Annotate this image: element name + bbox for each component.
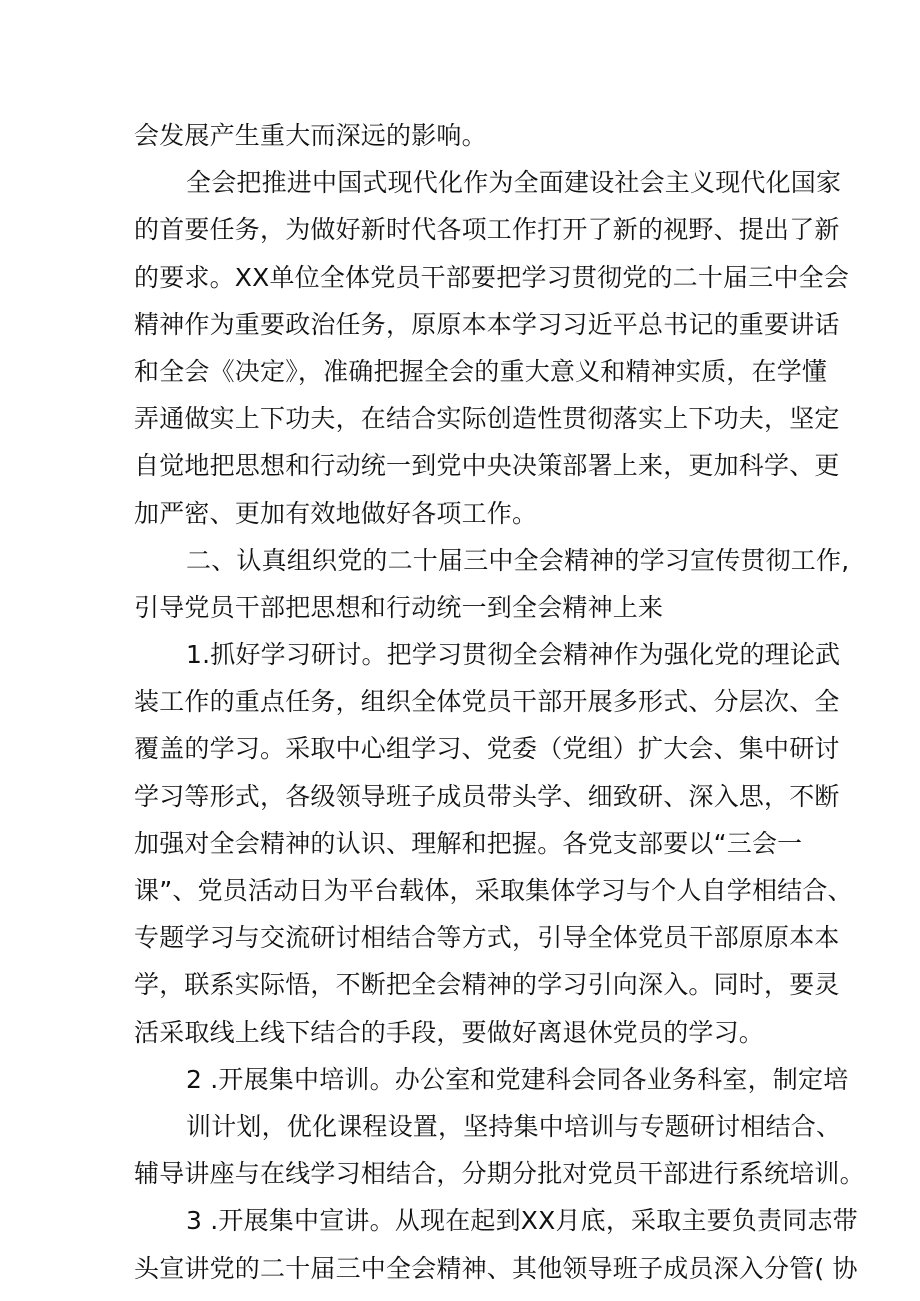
paragraph-line: 弄通做实上下功夫，在结合实际创造性贯彻落实上下功夫，坚定 <box>134 404 840 434</box>
paragraph-line: 加严密、更加有效地做好各项工作。 <box>134 498 538 528</box>
section-heading: 引导党员干部把思想和行动统一到全会精神上来 <box>134 592 664 622</box>
paragraph-line: 装工作的重点任务，组织全体党员干部开展多形式、分层次、全 <box>134 687 840 717</box>
paragraph-line: 会发展产生重大而深远的影响。 <box>134 121 487 150</box>
paragraph-line: 训计划，优化课程设置，坚持集中培训与专题研讨相结合、 <box>186 1111 842 1141</box>
paragraph-line: 头宣讲党的二十届三中全会精神、其他领导班子成员深入分管( 协 <box>134 1253 858 1283</box>
paragraph-line: 1.抓好学习研讨。把学习贯彻全会精神作为强化党的理论武 <box>186 640 841 670</box>
paragraph-line: 3 .开展集中宣讲。从现在起到XX月底，采取主要负责同志带 <box>186 1206 858 1236</box>
paragraph-line: 精神作为重要政治任务，原原本本学习习近平总书记的重要讲话 <box>134 309 840 339</box>
section-heading: 二、认真组织党的二十届三中全会精神的学习宣传贯彻工作, <box>186 545 850 575</box>
paragraph-line: 全会把推进中国式现代化作为全面建设社会主义现代化国家 <box>186 168 842 198</box>
paragraph-line: 2 .开展集中培训。办公室和党建科会同各业务科室，制定培 <box>186 1064 849 1094</box>
paragraph-line: 学习等形式，各级领导班子成员带头学、细致研、深入思，不断 <box>134 781 840 811</box>
paragraph-line: 学，联系实际悟，不断把全会精神的学习引向深入。同时，要灵 <box>134 970 840 1000</box>
paragraph-line: 的要求。XX单位全体党员干部要把学习贯彻党的二十届三中全会 <box>134 262 850 292</box>
paragraph-line: 覆盖的学习。采取中心组学习、党委（党组）扩大会、集中研讨 <box>134 734 840 764</box>
paragraph-line: 加强对全会精神的认识、理解和把握。各党支部要以“三会一 <box>134 828 803 858</box>
paragraph-line: 和全会《决定》，准确把握全会的重大意义和精神实质，在学懂 <box>134 356 828 386</box>
paragraph-line: 课”、党员活动日为平台载体，采取集体学习与个人自学相结合、 <box>134 876 853 905</box>
paragraph-line: 自觉地把思想和行动统一到党中央决策部署上来，更加科学、更 <box>134 451 840 481</box>
paragraph-line: 专题学习与交流研讨相结合等方式，引导全体党员干部原原本本 <box>134 923 840 953</box>
document-body <box>134 112 865 1292</box>
paragraph-line: 活采取线上线下结合的手段，要做好离退休党员的学习。 <box>134 1017 765 1047</box>
paragraph-line: 辅导讲座与在线学习相结合，分期分批对党员干部进行系统培训。 <box>134 1159 865 1189</box>
paragraph-line: 的首要任务，为做好新时代各项工作打开了新的视野、提出了新 <box>134 215 840 245</box>
